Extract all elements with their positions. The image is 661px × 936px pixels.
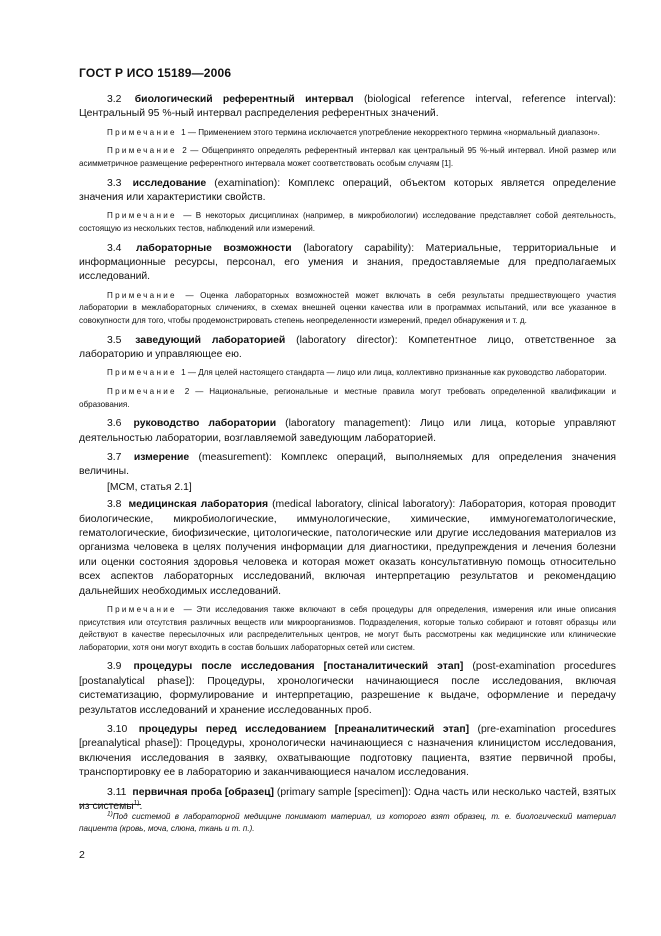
note-3-2-1: Примечание 1 — Применением этого термина исключается употребление некорректного термина «нормальный диапазон». bbox=[107, 127, 600, 137]
definition-3-10: 3.10 процедуры перед исследованием [преаналитический этап] (pre-examination procedures [preanalytical phase]): Процедуры, хронологически начинающиеся с назначения клиницистом исследования, включения исследования в заявку, охватывающие подготовку пациента, взятие первичной пробы, транспортировку ее в лабораторию и заканчивающиеся началом исследования. bbox=[79, 724, 616, 779]
definition-3-3: 3.3 исследование (examination): Комплекс операций, объектом которых является определение значения или характеристики свойств. bbox=[79, 177, 617, 203]
definition-3-4: 3.4 лабораторные возможности (laboratory capability): Материальные, территориальные и информационные ресурсы, персонал, его умения и знания, предоставляемые для предполагаемых исследований. bbox=[79, 242, 617, 283]
footnote-marker: 1) bbox=[133, 799, 140, 807]
definition-3-9: 3.9 процедуры после исследования [постаналитический этап] (post-examination procedures [postanalytical phase]): Процедуры, хронологически начинающиеся после исследования, включая систематизацию, формулирование и интерпретацию, разрешение к выдаче, оформление и передачу результатов исследований и хранение исследованных проб. bbox=[79, 661, 616, 716]
footnote: $^{1)}$Под системой в лабораторной медицине понимают материал, из которого взят образец, т. е. биологический материал пациента (кровь, моча, слюна, ткань и т. п.). bbox=[79, 810, 616, 834]
definition-3-8: 3.8 медицинская лаборатория (medical laboratory, clinical laboratory): Лаборатория, которая проводит биологические, микробиологические, иммунологические, химические, иммуногематологические, гематологические, биофизические, цитологические, патологические или другие исследования материалов из организма человека в целях получения информации для диагностики, предупреждения и лечения болезни или оценки состояния здоровья человека и которая может оказать консультативную помощь относительно всех аспектов лабораторных исследований, включая интерпретацию результатов и рекомендацию дальнейших необходимых исследований. bbox=[79, 499, 616, 597]
page-header: ГОСТ Р ИСО 15189—2006 bbox=[79, 66, 232, 80]
definition-3-6: 3.6 руководство лаборатории (laboratory management): Лицо или лица, которые управляют деятельностью лаборатории, возглавляемой заведующим лабораторией. bbox=[79, 418, 616, 444]
note-3-5-2: Примечание 2 — Национальные, региональные и местные правила могут требовать определенной квалификации и образования. bbox=[79, 387, 616, 409]
definition-3-11: 3.11 первичная проба [образец] (primary sample [specimen]): Одна часть или несколько частей, взятых из системы$^{1)}$. bbox=[79, 786, 617, 813]
note-3-8: Примечание — Эти исследования также включают в себя процедуры для определения, измерения или иные описания присутствия или отсутствия различных веществ или микроорганизмов. Подразделения, которые только собирают и готовят образцы или действуют в качестве пересылочных или распределительных центров, не могут быть рассмотрены как медицинские или клинические лаборатории, хотя они могут входить в состав больших лабораторных сетей или систем. bbox=[79, 605, 616, 652]
definition-3-2: 3.2 биологический референтный интервал (biological reference interval, reference interval): Центральный 95 %-ный интервал распределения референтных значений. bbox=[79, 94, 616, 120]
note-3-5-1: Примечание 1 — Для целей настоящего стандарта — лицо или лица, коллективно признанные как руководство лаборатории. bbox=[107, 368, 607, 378]
note-3-2-2: Примечание 2 — Общепринято определять референтный интервал как центральный 95 %-ный интервал. Иной размер или асимметричное размещение референтного интервала может соответствовать особым случаям [1]. bbox=[79, 146, 616, 168]
footnote-divider bbox=[79, 804, 141, 805]
definition-3-5: 3.5 заведующий лабораторией (laboratory director): Компетентное лицо, ответственное за лабораторию и управляющее ею. bbox=[79, 334, 616, 360]
note-3-4: Примечание — Оценка лабораторных возможностей может включать в себя результаты предшествующего участия лаборатории в межлабораторных сличениях, в схемах внешней оценки качества или в программах испытаний, или все указанное в совокупности для того, чтобы продемонстрировать степень неопределенности измерений, предел обнаружения и т. д. bbox=[79, 290, 616, 325]
note-3-3: Примечание — В некоторых дисциплинах (например, в микробиологии) исследование представляет собой деятельность, состоящую из нескольких тестов, наблюдений или измерений. bbox=[79, 211, 616, 233]
definition-3-7: 3.7 измерение (measurement): Комплекс операций, выполняемых для определения значения величины. bbox=[79, 452, 616, 478]
page-number: 2 bbox=[79, 849, 85, 861]
reference-3-7: [МСМ, статья 2.1] bbox=[107, 481, 192, 493]
page-content bbox=[79, 93, 616, 820]
